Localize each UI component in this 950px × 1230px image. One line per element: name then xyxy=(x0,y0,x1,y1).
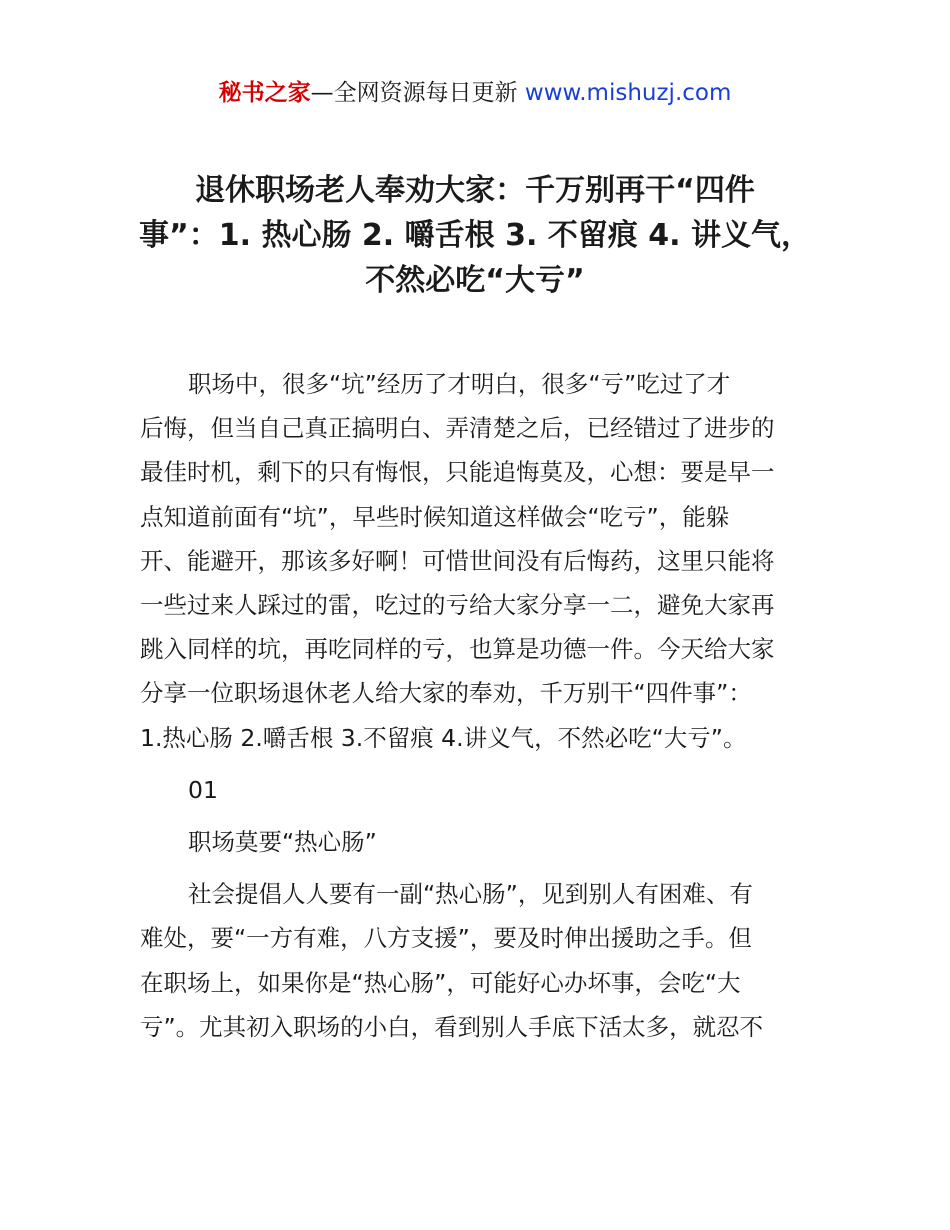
section-heading xyxy=(140,820,816,864)
paragraph-line: 一些过来人踩过的雷，吃过的亏给大家分享一二，避免大家再 xyxy=(140,591,775,620)
title-line: 退休职场老人奉劝大家：千万别再干“四件 xyxy=(195,173,755,208)
paragraph-line: 难处，要“一方有难，八方支援”，要及时伸出援助之手。但 xyxy=(140,924,752,953)
paragraph-line: 在职场上，如果你是“热心肠”，可能好心办坏事，会吃“大 xyxy=(140,968,741,997)
paragraph-line: 开、能避开，那该多好啊！可惜世间没有后悔药，这里只能将 xyxy=(140,546,775,575)
paragraph-line: 最佳时机，剩下的只有悔恨，只能追悔莫及，心想：要是早一 xyxy=(140,458,775,487)
site-link[interactable]: www.mishuzj.com xyxy=(524,80,732,106)
paragraph-line: 分享一位职场退休老人给大家的奉劝，千万别干“四件事”： xyxy=(140,679,752,708)
section-number xyxy=(140,768,816,812)
brand-name: 秘书之家 xyxy=(218,80,311,106)
document-title xyxy=(130,168,820,303)
title-line: 不然必吃“大亏” xyxy=(365,263,585,298)
paragraph-line: 跳入同样的坑，再吃同样的亏，也算是功德一件。今天给大家 xyxy=(140,635,775,664)
section-number-text: 01 xyxy=(188,775,218,804)
document-body xyxy=(140,362,816,1049)
paragraph-line: 点知道前面有“坑”，早些时候知道这样做会“吃亏”，能躲 xyxy=(140,502,730,531)
section-heading-text: 职场莫要“热心肠” xyxy=(188,828,377,857)
paragraph-line: 亏”。尤其初入职场的小白，看到别人手底下活太多，就忍不 xyxy=(140,1012,764,1041)
paragraph-line: 社会提倡人人要有一副“热心肠”，见到别人有困难、有 xyxy=(188,880,753,909)
paragraph-line: 后悔，但当自己真正搞明白、弄清楚之后，已经错过了进步的 xyxy=(140,414,775,443)
intro-paragraph xyxy=(140,362,816,760)
paragraph-line: 职场中，很多“坑”经历了才明白，很多“亏”吃过了才 xyxy=(188,370,731,398)
section-paragraph xyxy=(140,872,816,1049)
title-line: 事”：1. 热心肠 2. 嚼舌根 3. 不留痕 4. 讲义气， xyxy=(139,218,811,253)
header-tagline: —全网资源每日更新 xyxy=(310,80,525,106)
paragraph-line: 1.热心肠 2.嚼舌根 3.不留痕 4.讲义气，不然必吃“大亏”。 xyxy=(140,723,747,752)
page-header xyxy=(0,78,950,108)
